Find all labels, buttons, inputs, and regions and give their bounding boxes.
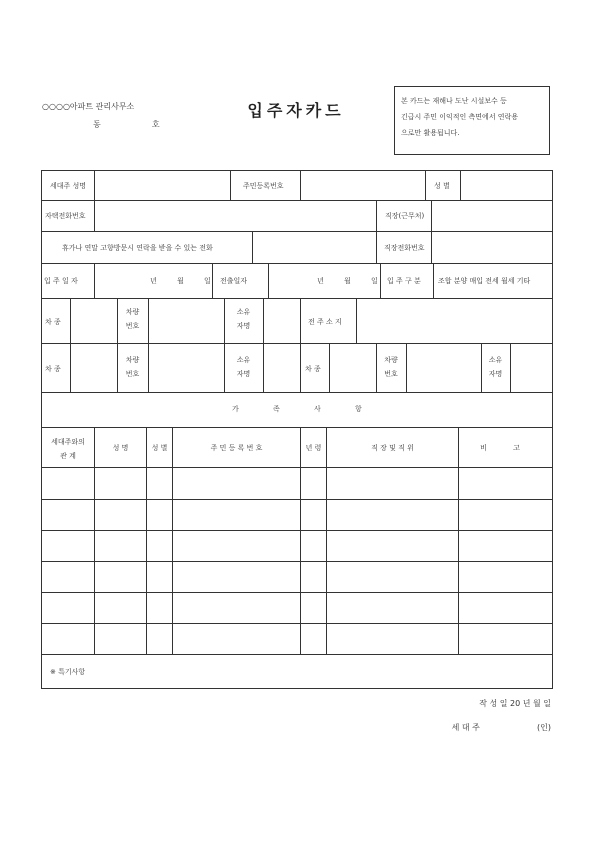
- notice-box: [394, 86, 550, 155]
- householder-name-label: 세대주 성명: [50, 182, 87, 190]
- owner-name-label: 소유 자명: [236, 308, 251, 330]
- car-type-label-2: 차 종: [45, 365, 61, 373]
- notice-line-2: 긴급시 주민 이익적인 측면에서 연락용: [401, 113, 519, 121]
- family-col-job: 직 장 및 직 위: [371, 444, 414, 452]
- car-type-label-3: 차 종: [305, 365, 321, 373]
- work-phone-label: 직장전화번호: [384, 244, 425, 252]
- workplace-label: 직장(근무처): [385, 212, 425, 220]
- unit-number: [93, 119, 160, 130]
- seal-mark: (인): [537, 723, 551, 732]
- move-in-category-label: 입 주 구 분: [387, 277, 421, 285]
- householder-signer: 세 대 주: [451, 723, 480, 732]
- date-written: 작 성 일 20 년 월 일: [479, 699, 551, 708]
- special-notes-label: ※ 특기사항: [50, 668, 86, 676]
- page-title: 입주자카드: [247, 101, 345, 120]
- car-number-label: 차량 번호: [125, 308, 140, 330]
- family-col-gender: 성 별: [151, 444, 168, 452]
- transfer-date-value: 년 월 일: [317, 277, 387, 285]
- signature-line: [452, 722, 551, 733]
- move-in-date-value: 년 월 일: [150, 277, 220, 285]
- home-phone-label: 자택전화번호: [45, 212, 86, 220]
- dong-label: 동: [93, 120, 101, 129]
- gender-label: 성 별: [434, 182, 450, 190]
- family-col-relation: 세대주와의 관 계: [51, 438, 85, 460]
- car-number-label-3: 차량 번호: [384, 356, 398, 378]
- previous-address-label: 전 주 소 지: [308, 318, 342, 326]
- car-number-label-2: 차량 번호: [125, 356, 140, 378]
- move-in-date-label: 입 주 일 자: [44, 277, 78, 285]
- car-type-label: 차 종: [45, 318, 61, 326]
- family-col-resident-number: 주 민 등 록 번 호: [210, 444, 263, 452]
- transfer-date-label: 전출일자: [220, 277, 248, 285]
- move-in-category-options: 조합 분양 매입 전세 월세 기타: [438, 277, 531, 285]
- resident-number-label: 주민등록번호: [243, 182, 284, 190]
- family-col-name: 성 명: [112, 444, 129, 452]
- ho-label: 호: [151, 120, 160, 129]
- family-section-heading: 가 족 사 항: [232, 405, 378, 413]
- family-col-age: 년 령: [305, 444, 322, 452]
- office-name: ○○○○아파트 관리사무소: [42, 102, 135, 111]
- owner-name-label-3: 소유 자명: [488, 356, 503, 378]
- notice-line-1: 본 카드는 재해나 도난 시설보수 등: [401, 97, 507, 105]
- notice-line-3: 으로만 활용됩니다.: [401, 129, 460, 137]
- emergency-contact-label: 휴가나 연말 고향방문시 연락을 받을 수 있는 전화: [62, 244, 213, 252]
- family-col-remarks: 비 고: [480, 444, 532, 452]
- owner-name-label-2: 소유 자명: [236, 356, 251, 378]
